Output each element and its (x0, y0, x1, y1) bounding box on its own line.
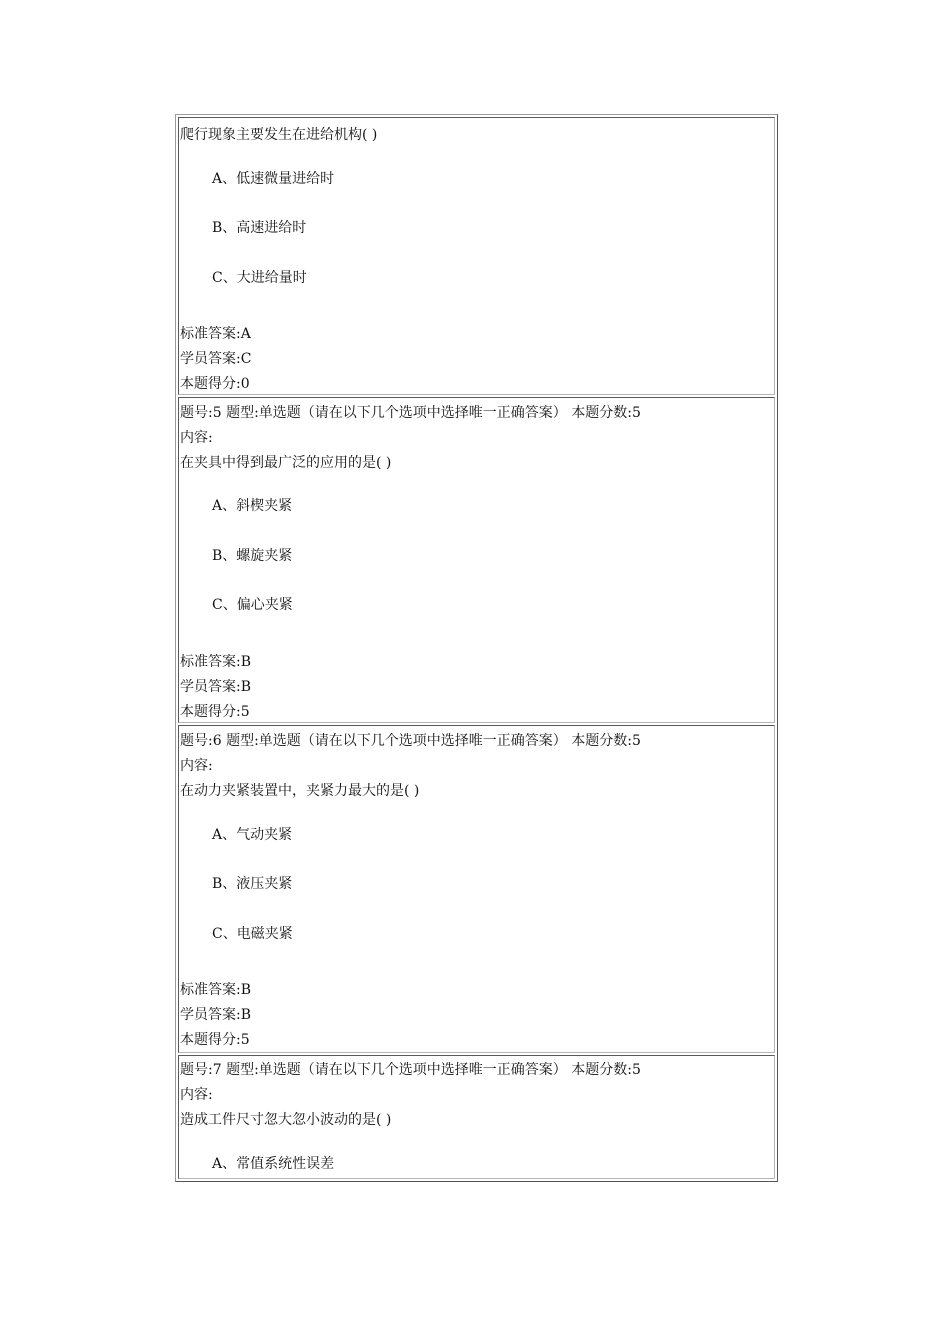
question-block-6 (178, 725, 775, 1053)
option-a: A、常值系统性误差 (212, 1156, 335, 1172)
option-a: A、气动夹紧 (212, 827, 293, 843)
option-c: C、电磁夹紧 (212, 926, 293, 942)
question-table (175, 114, 778, 1182)
option-b: B、高速进给时 (212, 220, 307, 236)
option-c: C、偏心夹紧 (212, 597, 293, 613)
question-block-7 (178, 1055, 775, 1179)
option-b: B、螺旋夹紧 (212, 548, 293, 564)
standard-answer: 标准答案:A (180, 326, 251, 342)
question-content: 在动力夹紧装置中，夹紧力最大的是( ) (180, 783, 420, 799)
standard-answer: 标准答案:B (180, 654, 252, 670)
question-header: 题号:5 题型:单选题（请在以下几个选项中选择唯一正确答案） 本题分数:5 (180, 405, 641, 421)
question-block-4 (178, 117, 775, 395)
standard-answer: 标准答案:B (180, 982, 252, 998)
question-score: 本题得分:5 (180, 1032, 250, 1048)
question-header: 题号:6 题型:单选题（请在以下几个选项中选择唯一正确答案） 本题分数:5 (180, 733, 641, 749)
content-label: 内容: (180, 1087, 213, 1103)
question-score: 本题得分:0 (180, 376, 250, 392)
content-label: 内容: (180, 430, 213, 446)
option-a: A、斜楔夹紧 (212, 498, 293, 514)
option-c: C、大进给量时 (212, 270, 307, 286)
question-header: 题号:7 题型:单选题（请在以下几个选项中选择唯一正确答案） 本题分数:5 (180, 1062, 641, 1078)
option-b: B、液压夹紧 (212, 876, 293, 892)
student-answer: 学员答案:C (180, 351, 252, 367)
student-answer: 学员答案:B (180, 679, 252, 695)
question-block-5 (178, 397, 775, 723)
content-label: 内容: (180, 758, 213, 774)
student-answer: 学员答案:B (180, 1007, 252, 1023)
question-content: 在夹具中得到最广泛的应用的是( ) (180, 455, 392, 471)
option-a: A、低速微量进给时 (212, 171, 335, 187)
question-score: 本题得分:5 (180, 704, 250, 720)
question-content: 爬行现象主要发生在进给机构( ) (180, 127, 378, 143)
question-content: 造成工件尺寸忽大忽小波动的是( ) (180, 1112, 392, 1128)
